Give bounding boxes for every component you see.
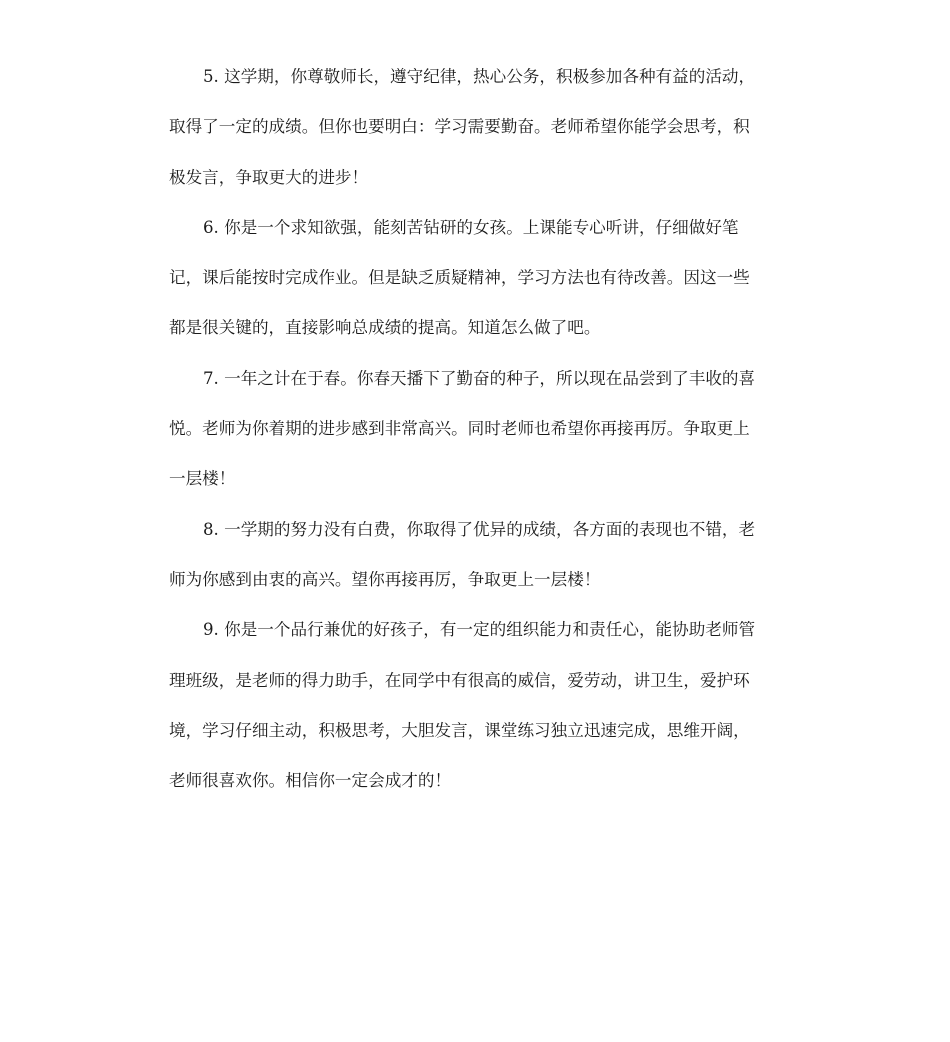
paragraph-9-line-2: 理班级，是老师的得力助手，在同学中有很高的威信，爱劳动，讲卫生，爱护环 xyxy=(169,671,750,690)
paragraph-6-line-2: 记，课后能按时完成作业。但是缺乏质疑精神，学习方法也有待改善。因这一些 xyxy=(169,268,750,287)
paragraph-9-line-3: 境，学习仔细主动，积极思考，大胆发言，课堂练习独立迅速完成，思维开阔， xyxy=(169,721,750,740)
paragraph-7-line-2: 悦。老师为你着期的进步感到非常高兴。同时老师也希望你再接再厉。争取更上 xyxy=(169,419,750,438)
paragraph-9-line-1: 9. 你是一个品行兼优的好孩子，有一定的组织能力和责任心，能协助老师管 xyxy=(203,620,756,639)
paragraph-7-line-1: 7. 一年之计在于春。你春天播下了勤奋的种子，所以现在品尝到了丰收的喜 xyxy=(203,369,756,388)
paragraph-8-line-1: 8. 一学期的努力没有白费，你取得了优异的成绩，各方面的表现也不错，老 xyxy=(203,520,756,539)
paragraph-5-line-1: 5. 这学期，你尊敬师长，遵守纪律，热心公务，积极参加各种有益的活动， xyxy=(203,67,756,86)
paragraph-5-line-2: 取得了一定的成绩。但你也要明白：学习需要勤奋。老师希望你能学会思考，积 xyxy=(169,117,750,136)
paragraph-8-line-2: 师为你感到由衷的高兴。望你再接再厉，争取更上一层楼！ xyxy=(169,570,601,589)
paragraph-9-line-4: 老师很喜欢你。相信你一定会成才的！ xyxy=(169,771,452,790)
paragraph-6-line-3: 都是很关键的，直接影响总成绩的提高。知道怎么做了吧。 xyxy=(169,318,601,337)
paragraph-7-line-3: 一层楼！ xyxy=(169,469,236,488)
paragraph-5-line-3: 极发言，争取更大的进步！ xyxy=(169,168,369,187)
paragraph-6-line-1: 6. 你是一个求知欲强，能刻苦钻研的女孩。上课能专心听讲，仔细做好笔 xyxy=(203,218,739,237)
